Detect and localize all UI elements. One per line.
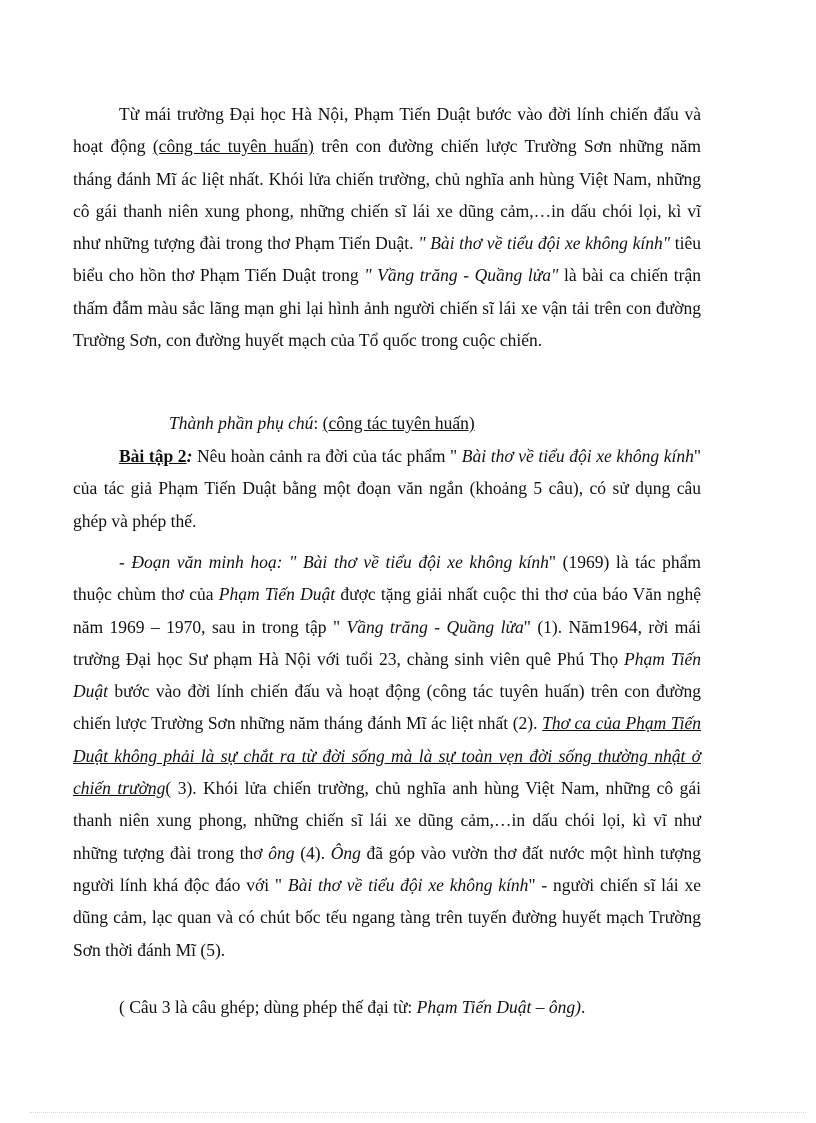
sample-text: bước vào đời lính chiến đấu và hoạt động (công tác tuyên huấn) trên con đường chiến lược Trường Sơn những năm tháng đánh Mĩ ác liệt nhất (2). [73, 681, 701, 734]
intro-paragraph [73, 98, 701, 356]
page-bottom-border [30, 1112, 806, 1113]
sample-paragraph [73, 546, 701, 966]
sample-intro: - Đoạn văn minh hoạ: " Bài thơ về tiểu đội xe không kính [119, 552, 549, 572]
collection-title: Vầng trăng - Quầng lửa [346, 616, 524, 637]
compound-sentence: Thơ ca của Phạm Tiến Duật không phải là sự chắt ra từ đời sống mà là sự toàn vẹn đời sống thường nhật ở chiến trường [73, 713, 701, 799]
exercise-text: Nêu hoàn cảnh ra đời của tác phẩm " [192, 446, 462, 466]
intro-text: Từ mái trường Đại học Hà Nội, Phạm Tiến Duật bước vào đời lính chiến đấu và hoạt động [73, 104, 701, 157]
collection-title: " Vầng trăng - Quầng lửa" [364, 265, 559, 286]
sample-text: (4). [294, 842, 331, 863]
sample-text: ( 3). Khói lửa chiến trường, chủ nghĩa anh hùng Việt Nam, những cô gái thanh niên xung phong, những chiến sĩ lái xe dũng cảm,…in dấu chói lọi, kì vĩ như những tượng đài trong thơ [73, 778, 701, 863]
note-value: (công tác tuyên huấn) [322, 413, 475, 433]
poem-title: " Bài thơ về tiểu đội xe không kính" [418, 233, 671, 254]
pronoun: ông [268, 842, 295, 863]
exercise-2-paragraph [73, 440, 701, 537]
explanation-period: . [580, 997, 586, 1017]
exercise-text: " của tác giả Phạm Tiến Duật bằng một đoạn văn ngắn (khoảng 5 câu), có sử dụng câu ghép và phép thế. [73, 446, 701, 531]
note-label: Thành phần phụ chú [169, 413, 314, 433]
poem-title: Bài thơ về tiểu đội xe không kính [287, 874, 529, 895]
sample-text: " (1969) là tác phẩm thuộc chùm thơ của [73, 552, 701, 605]
intro-text: tiêu biểu cho hồn thơ Phạm Tiến Duật trong [73, 233, 701, 286]
sample-text: đã góp vào vườn thơ đất nước một hình tượng người lính khá độc đáo với " [73, 842, 701, 895]
parenthetical-note [73, 407, 701, 439]
poem-title: Bài thơ về tiểu đội xe không kính [461, 446, 694, 466]
author-name: Phạm Tiến Duật [73, 648, 701, 702]
intro-text: trên con đường chiến lược Trường Sơn những năm tháng đánh Mĩ ác liệt nhất. Khói lửa chiến trường, chủ nghĩa anh hùng Việt Nam, những cô gái thanh niên xung phong, những chiến sĩ lái xe dũng cảm,…in dấu chói lọi, kì vĩ như những tượng đài trong thơ Phạm Tiến Duật. [73, 136, 701, 254]
explanation-note [73, 991, 701, 1023]
sample-text: " (1). Năm1964, rời mái trường Đại học Sư phạm Hà Nội với tuổi 23, chàng sinh viên quê Phú Thọ [73, 616, 701, 669]
note-colon: : [313, 413, 323, 433]
author-name: Phạm Tiến Duật [218, 584, 336, 605]
exercise-colon: : [186, 446, 193, 466]
exercise-heading: Bài tập 2 [119, 446, 187, 466]
pronoun: Ông [330, 842, 361, 863]
explanation-italic: Phạm Tiến Duật – ông) [416, 997, 581, 1017]
intro-parenthetical: (công tác tuyên huấn) [152, 136, 314, 157]
sample-text: " - người chiến sĩ lái xe dũng cảm, lạc quan và có chút bốc tếu ngang tàng trên tuyến đường huyết mạch Trường Sơn thời đánh Mĩ (5). [73, 874, 702, 960]
sample-text: được tặng giải nhất cuộc thi thơ của báo Văn nghệ năm 1969 – 1970, sau in trong tập " [73, 584, 701, 637]
intro-text: là bài ca chiến trận thấm đẫm màu sắc lãng mạn ghi lại hình ảnh người chiến sĩ lái xe vận tải trên con đường Trường Sơn, con đường huyết mạch của Tổ quốc trong cuộc chiến. [73, 265, 701, 351]
explanation-text: ( Câu 3 là câu ghép; dùng phép thế đại từ: [119, 997, 417, 1017]
